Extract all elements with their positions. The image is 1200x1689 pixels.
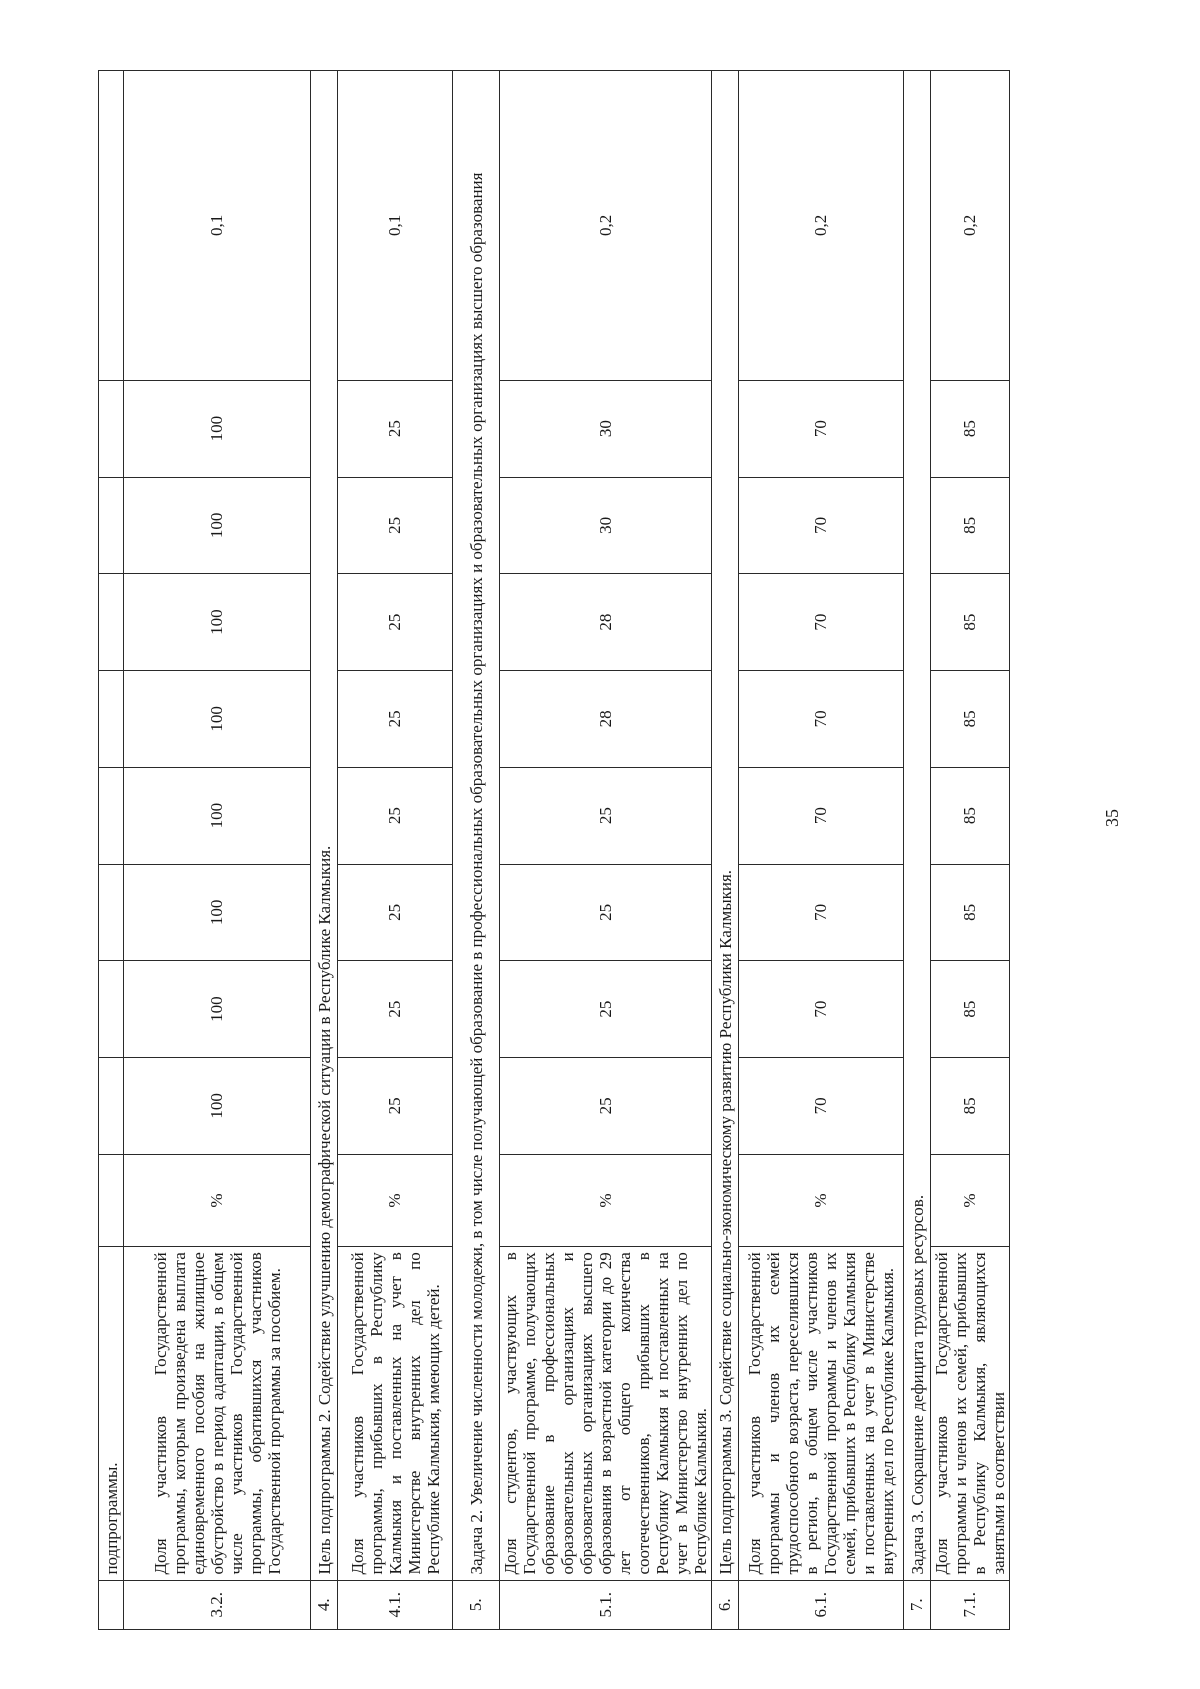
value-cell: 70 — [739, 864, 904, 961]
value-cell: 85 — [931, 477, 1010, 574]
section-title: Цель подпрограммы 2. Содействие улучшению демографической ситуации в Республике Калмыкия. — [311, 71, 338, 1581]
row-number: 4.1. — [338, 1580, 453, 1629]
empty-cell — [99, 961, 124, 1058]
indicator-description: Доля студентов, участвующих в Государственной программе, получающих образование в профессиональных образовательных организациях и образовательных организациях высшего образования в возрастной категории до 29 лет от общего количества соотечественников, прибывших в Республику Калмыкия и поставленных на учет в Министерство внутренних дел по Республике Калмыкия. — [500, 1247, 712, 1580]
value-cell: 85 — [931, 671, 1010, 768]
indicator-description: Доля участников Государственной программы и членов их семей трудоспособного возраста, переселившихся в регион, в общем числе участников Государственной программы и членов их семей, прибывших в Республику Калмыкия и поставленных на учет в Министерстве внутренних дел по Республике Калмыкия. — [739, 1247, 904, 1580]
value-cell: 100 — [124, 961, 311, 1058]
row-number: 4. — [311, 1580, 338, 1629]
weight-cell: 0,1 — [338, 71, 453, 381]
value-cell: 70 — [739, 1058, 904, 1155]
value-cell: 70 — [739, 574, 904, 671]
row-number: 6.1. — [739, 1580, 904, 1629]
row-number: 5. — [453, 1580, 500, 1629]
value-cell: 25 — [500, 767, 712, 864]
value-cell: 25 — [500, 961, 712, 1058]
value-cell: 70 — [739, 961, 904, 1058]
value-cell: 85 — [931, 574, 1010, 671]
unit-cell: % — [931, 1154, 1010, 1246]
weight-cell: 0,1 — [124, 71, 311, 381]
value-cell: 30 — [500, 477, 712, 574]
value-cell: 28 — [500, 671, 712, 768]
value-cell: 25 — [338, 767, 453, 864]
value-cell: 25 — [338, 1058, 453, 1155]
continuation-text: подпрограммы. — [99, 1247, 124, 1580]
row-number: 3.2. — [124, 1580, 311, 1629]
unit-cell: % — [500, 1154, 712, 1246]
value-cell: 25 — [338, 864, 453, 961]
value-cell: 85 — [931, 1058, 1010, 1155]
value-cell: 70 — [739, 767, 904, 864]
weight-cell: 0,2 — [739, 71, 904, 381]
row-number: 6. — [712, 1580, 739, 1629]
section-title: Задача 2. Увеличение численности молодежи, в том числе получающей образование в профессиональных образовательных организациях и образовательных организациях высшего образования — [453, 71, 500, 1581]
empty-cell — [99, 864, 124, 961]
value-cell: 25 — [338, 961, 453, 1058]
indicator-row — [931, 71, 1010, 1630]
indicator-description: Доля участников Государственной программы и членов их семей, прибывших в Республику Калмыкия, являющихся занятыми в соответствии — [931, 1247, 1010, 1580]
empty-cell — [99, 1058, 124, 1155]
value-cell: 100 — [124, 1058, 311, 1155]
value-cell: 25 — [338, 671, 453, 768]
unit-cell: % — [338, 1154, 453, 1246]
continuation-row — [99, 71, 124, 1630]
unit-cell: % — [124, 1154, 311, 1246]
value-cell: 25 — [500, 1058, 712, 1155]
empty-cell — [99, 380, 124, 477]
value-cell: 70 — [739, 380, 904, 477]
section-header-row — [712, 71, 739, 1630]
empty-cell — [99, 1154, 124, 1246]
value-cell: 100 — [124, 477, 311, 574]
empty-cell — [99, 574, 124, 671]
rotated-content — [98, 30, 1138, 1630]
value-cell: 25 — [500, 864, 712, 961]
value-cell: 25 — [338, 380, 453, 477]
value-cell: 85 — [931, 380, 1010, 477]
empty-cell — [99, 71, 124, 381]
row-num-cell — [99, 1580, 124, 1629]
row-number: 7.1. — [931, 1580, 1010, 1629]
value-cell: 25 — [338, 574, 453, 671]
indicators-table — [98, 70, 1010, 1630]
section-header-row — [453, 71, 500, 1630]
indicator-description: Доля участников Государственной программы, которым произведена выплата единовременного пособия на жилищное обустройство в период адаптации, в общем числе участников Государственной программы, обратившихся участников Государственной программы за пособием. — [124, 1247, 311, 1580]
section-title: Задача 3. Сокращение дефицита трудовых ресурсов. — [904, 71, 931, 1581]
value-cell: 28 — [500, 574, 712, 671]
indicator-description: Доля участников Государственной программы, прибывших в Республику Калмыкия и поставленных на учет в Министерстве внутренних дел по Республике Калмыкия, имеющих детей. — [338, 1247, 453, 1580]
weight-cell: 0,2 — [931, 71, 1010, 381]
value-cell: 85 — [931, 961, 1010, 1058]
empty-cell — [99, 767, 124, 864]
section-title: Цель подпрограммы 3. Содействие социально-экономическому развитию Республики Калмыкия. — [712, 71, 739, 1581]
value-cell: 30 — [500, 380, 712, 477]
value-cell: 25 — [338, 477, 453, 574]
value-cell: 100 — [124, 864, 311, 961]
unit-cell: % — [739, 1154, 904, 1246]
indicator-row — [739, 71, 904, 1630]
section-header-row — [904, 71, 931, 1630]
value-cell: 100 — [124, 380, 311, 477]
empty-cell — [99, 671, 124, 768]
indicator-row — [124, 71, 311, 1630]
value-cell: 85 — [931, 864, 1010, 961]
value-cell: 85 — [931, 767, 1010, 864]
weight-cell: 0,2 — [500, 71, 712, 381]
row-number: 7. — [904, 1580, 931, 1629]
row-number: 5.1. — [500, 1580, 712, 1629]
value-cell: 100 — [124, 574, 311, 671]
value-cell: 70 — [739, 477, 904, 574]
section-header-row — [311, 71, 338, 1630]
empty-cell — [99, 477, 124, 574]
page-number: 35 — [1102, 809, 1122, 827]
value-cell: 70 — [739, 671, 904, 768]
value-cell: 100 — [124, 767, 311, 864]
value-cell: 100 — [124, 671, 311, 768]
indicator-row — [338, 71, 453, 1630]
indicator-row — [500, 71, 712, 1630]
